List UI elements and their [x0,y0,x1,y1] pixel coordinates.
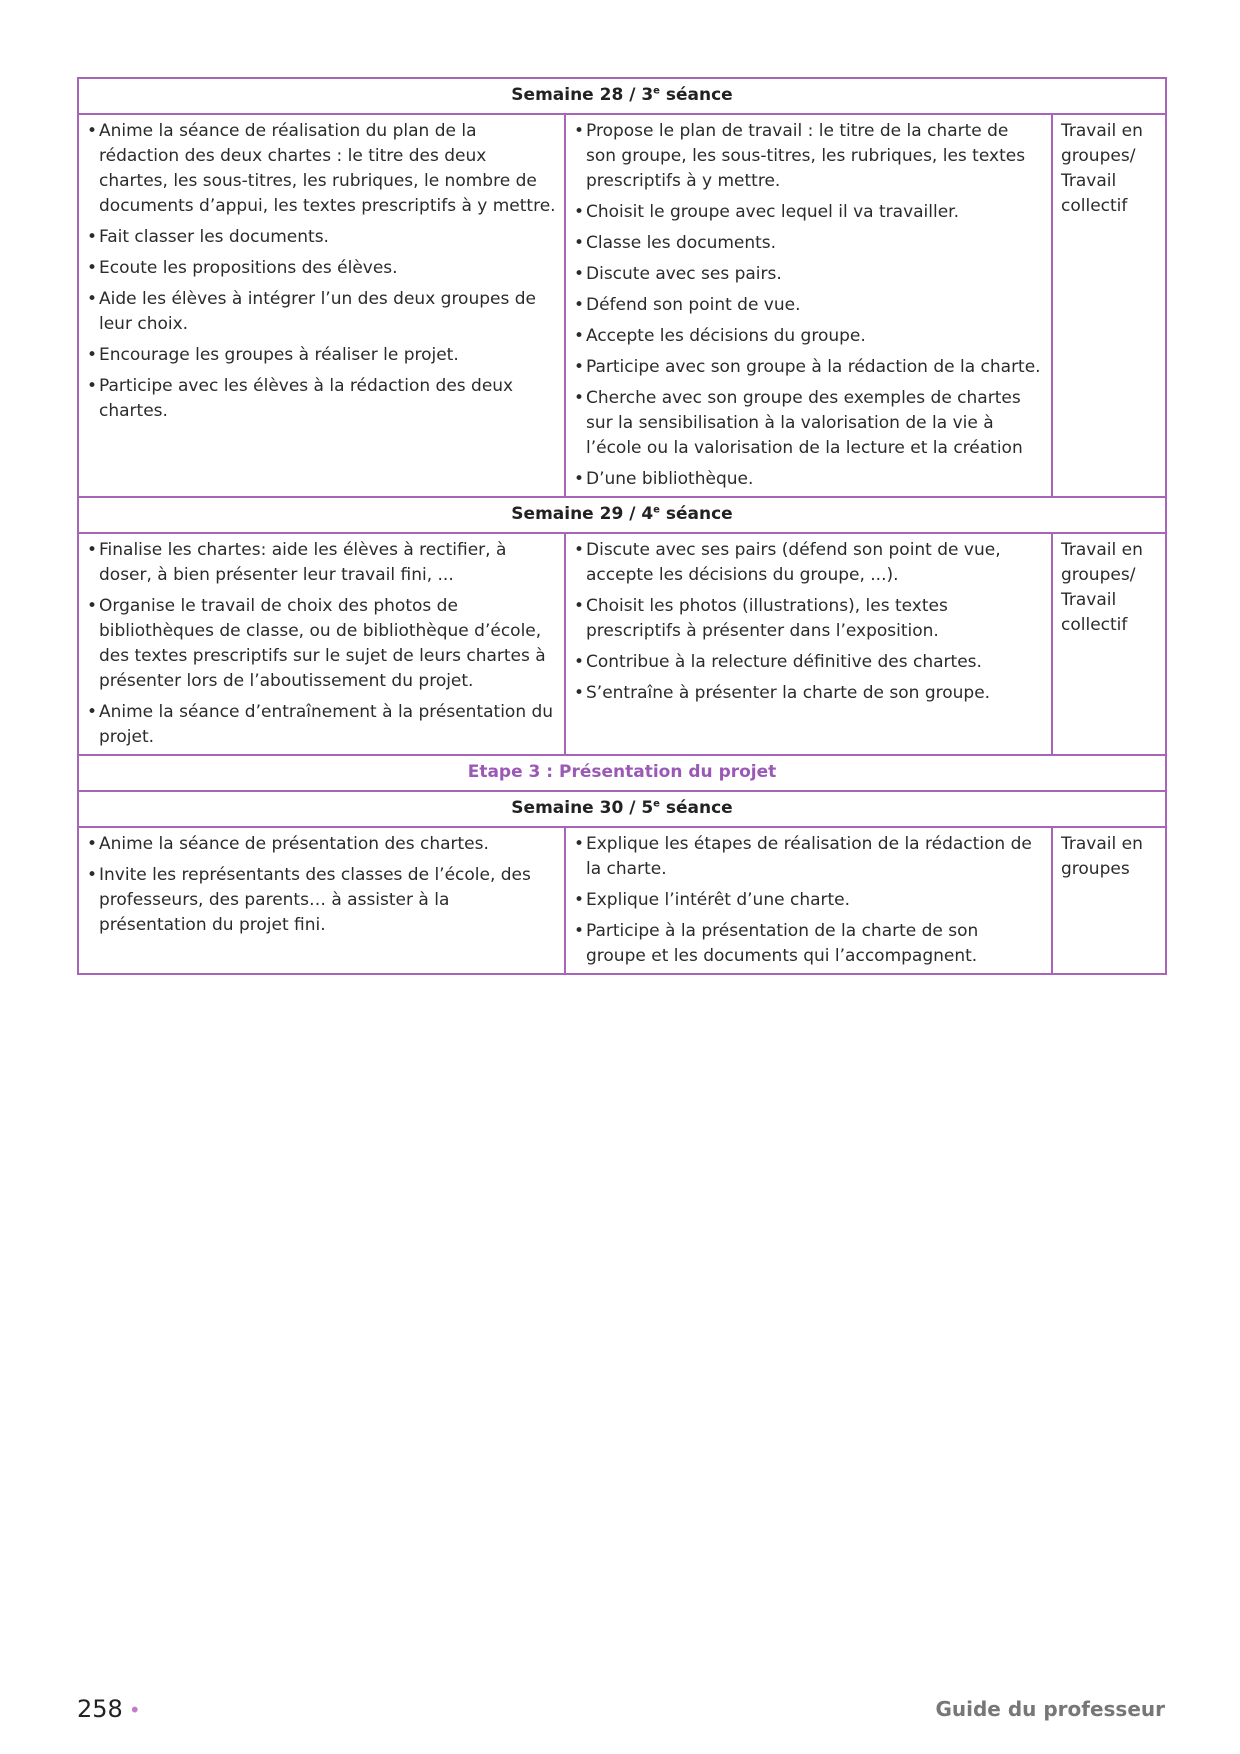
teacher-activities-list [87,832,556,938]
teacher-activities-list [87,538,556,750]
teacher-activities-cell [78,827,565,974]
section-heading [78,78,1166,114]
heading-prefix: Semaine 30 / 5 [511,798,654,818]
list-item: • Participe avec les élèves à la rédaction des deux chartes. [87,374,556,424]
sessions-table [77,77,1167,975]
list-item: • Anime la séance de réalisation du plan de la rédaction des deux chartes : le titre des deux chartes, les sous-titres, les rubriques, le nombre de documents d’appui, les textes prescriptifs à y mettre. [87,119,556,219]
work-mode-line: groupes/ [1061,146,1136,166]
list-item: • Organise le travail de choix des photos de bibliothèques de classe, ou de bibliothèque d’école, des textes prescriptifs sur le sujet de leurs chartes à présenter lors de l’aboutissement du projet. [87,594,556,694]
student-activities-list [574,538,1043,706]
list-item: • Propose le plan de travail : le titre de la charte de son groupe, les sous-titres, les rubriques, les textes prescriptifs à y mettre. [574,119,1043,194]
list-item: • Accepte les décisions du groupe. [574,324,1043,349]
section-heading-row [78,791,1166,827]
list-item: • Classe les documents. [574,231,1043,256]
section-heading-row [78,78,1166,114]
list-item: • Participe avec son groupe à la rédaction de la charte. [574,355,1043,380]
heading-prefix: Semaine 29 / 4 [511,504,654,524]
stage-heading: Etape 3 : Présentation du projet [78,755,1166,791]
section-content-row [78,533,1166,755]
student-activities-list [574,832,1043,969]
work-mode-line: groupes [1061,859,1130,879]
work-mode-line: Travail [1061,590,1117,610]
page-number [77,1695,141,1723]
teacher-activities-cell [78,533,565,755]
list-item: • Discute avec ses pairs. [574,262,1043,287]
work-mode-line: Travail en [1061,540,1143,560]
teacher-activities-cell [78,114,565,497]
section-content-row [78,827,1166,974]
heading-suffix: séance [659,504,733,524]
list-item: • Cherche avec son groupe des exemples de chartes sur la sensibilisation à la valorisation de la vie à l’école ou la valorisation de la lecture et la création [574,386,1043,461]
heading-suffix: séance [659,798,733,818]
list-item: • Choisit les photos (illustrations), les textes prescriptifs à présenter dans l’exposition. [574,594,1043,644]
heading-suffix: séance [659,85,733,105]
work-mode-cell [1052,114,1166,497]
list-item: • Invite les représentants des classes de l’école, des professeurs, des parents… à assister à la présentation du projet fini. [87,863,556,938]
list-item: • Anime la séance de présentation des chartes. [87,832,556,857]
section-heading-row [78,497,1166,533]
list-item: • Choisit le groupe avec lequel il va travailler. [574,200,1043,225]
student-activities-cell [565,114,1052,497]
list-item: • Ecoute les propositions des élèves. [87,256,556,281]
section-heading [78,497,1166,533]
footer-title: Guide du professeur [935,1697,1165,1721]
heading-sup: e [653,85,660,97]
work-mode-line: collectif [1061,615,1128,635]
list-item: • S’entraîne à présenter la charte de son groupe. [574,681,1043,706]
list-item: • Explique les étapes de réalisation de la rédaction de la charte. [574,832,1043,882]
list-item: • Aide les élèves à intégrer l’un des deux groupes de leur choix. [87,287,556,337]
section-content-row [78,114,1166,497]
heading-prefix: Semaine 28 / 3 [511,85,654,105]
list-item: • Défend son point de vue. [574,293,1043,318]
bullet-dot-icon: • [128,1698,141,1722]
work-mode-line: Travail [1061,171,1117,191]
stage-heading-row [78,755,1166,791]
page-number-text: 258 [77,1695,123,1723]
list-item: • Finalise les chartes: aide les élèves à rectifier, à doser, à bien présenter leur travail fini, ... [87,538,556,588]
list-item: • Encourage les groupes à réaliser le projet. [87,343,556,368]
student-activities-cell [565,533,1052,755]
list-item: • Fait classer les documents. [87,225,556,250]
work-mode-cell [1052,533,1166,755]
list-item: • Anime la séance d’entraînement à la présentation du projet. [87,700,556,750]
student-activities-cell [565,827,1052,974]
heading-sup: e [653,798,660,810]
work-mode-line: Travail en [1061,834,1143,854]
student-activities-list [574,119,1043,492]
work-mode-line: collectif [1061,196,1128,216]
teacher-activities-list [87,119,556,424]
section-heading [78,791,1166,827]
work-mode-cell [1052,827,1166,974]
work-mode-line: groupes/ [1061,565,1136,585]
list-item: • Participe à la présentation de la charte de son groupe et les documents qui l’accompagnent. [574,919,1043,969]
list-item: • Contribue à la relecture définitive des chartes. [574,650,1043,675]
work-mode-line: Travail en [1061,121,1143,141]
heading-sup: e [653,504,660,516]
list-item: • Explique l’intérêt d’une charte. [574,888,1043,913]
list-item: • D’une bibliothèque. [574,467,1043,492]
list-item: • Discute avec ses pairs (défend son point de vue, accepte les décisions du groupe, ...). [574,538,1043,588]
